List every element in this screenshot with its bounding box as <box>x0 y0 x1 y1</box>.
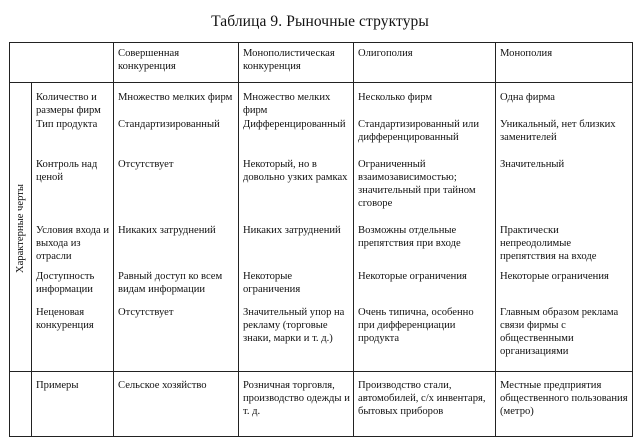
table-row <box>10 270 633 306</box>
table-row <box>10 224 633 270</box>
table-cell: Одна фирма <box>496 83 633 118</box>
table-cell: Значительный <box>496 158 633 224</box>
row-label: Количество и размеры фирм <box>32 83 114 118</box>
table-cell: Ограниченный взаимозависимостью; значительный при тайном сговоре <box>354 158 496 224</box>
header-row <box>10 43 633 83</box>
table-cell: Возможны отдельные препятствия при входе <box>354 224 496 270</box>
row-label: Тип продукта <box>32 118 114 158</box>
table-cell: Некоторые ограничения <box>239 270 354 306</box>
table-cell: Производство стали, автомобилей, с/х инвентаря, бытовых приборов <box>354 372 496 437</box>
table-cell: Стандартизированный <box>114 118 239 158</box>
table-row <box>10 118 633 158</box>
table-cell: Некоторый, но в довольно узких рамках <box>239 158 354 224</box>
table-cell: Практически непреодолимые препятствия на входе <box>496 224 633 270</box>
table-cell: Главным образом реклама связи фирмы с общественными организациями <box>496 306 633 372</box>
table-row <box>10 306 633 372</box>
column-header: Монополия <box>496 43 633 83</box>
table-cell: Отсутствует <box>114 158 239 224</box>
table-cell: Равный доступ ко всем видам информации <box>114 270 239 306</box>
table-cell: Несколько фирм <box>354 83 496 118</box>
examples-row <box>10 372 633 437</box>
table-cell: Значительный упор на рекламу (торговые знаки, марки и т. д.) <box>239 306 354 372</box>
column-header: Совершенная конкуренция <box>114 43 239 83</box>
market-structures-table <box>9 42 633 437</box>
side-label-cell <box>10 83 32 372</box>
table-cell: Дифференцированный <box>239 118 354 158</box>
row-label: Неценовая конкуренция <box>32 306 114 372</box>
table-cell: Множество мелких фирм <box>239 83 354 118</box>
table-cell: Местные предприятия общественного пользования (метро) <box>496 372 633 437</box>
table-cell: Сельское хозяйство <box>114 372 239 437</box>
table-cell: Розничная торговля, производство одежды и т. д. <box>239 372 354 437</box>
column-header: Монополистическая конкуренция <box>239 43 354 83</box>
table-cell: Никаких затруднений <box>114 224 239 270</box>
table-cell: Никаких затруднений <box>239 224 354 270</box>
row-label: Доступность информации <box>32 270 114 306</box>
table-row <box>10 158 633 224</box>
table-cell: Отсутствует <box>114 306 239 372</box>
examples-side-cell <box>10 372 32 437</box>
header-corner-cell <box>10 43 114 83</box>
table-cell: Множество мелких фирм <box>114 83 239 118</box>
table-row <box>10 83 633 118</box>
row-label: Примеры <box>32 372 114 437</box>
row-label: Условия входа и выхода из отрасли <box>32 224 114 270</box>
table-cell: Некоторые ограничения <box>354 270 496 306</box>
table-cell: Стандартизированный или дифференцированный <box>354 118 496 158</box>
column-header: Олигополия <box>354 43 496 83</box>
table-title: Таблица 9. Рыночные структуры <box>211 13 429 30</box>
table-cell: Некоторые ограничения <box>496 270 633 306</box>
row-label: Контроль над ценой <box>32 158 114 224</box>
table-cell: Уникальный, нет близких заменителей <box>496 118 633 158</box>
table-cell: Очень типична, особенно при дифференциации продукта <box>354 306 496 372</box>
side-label: Характерные черты <box>15 184 26 274</box>
